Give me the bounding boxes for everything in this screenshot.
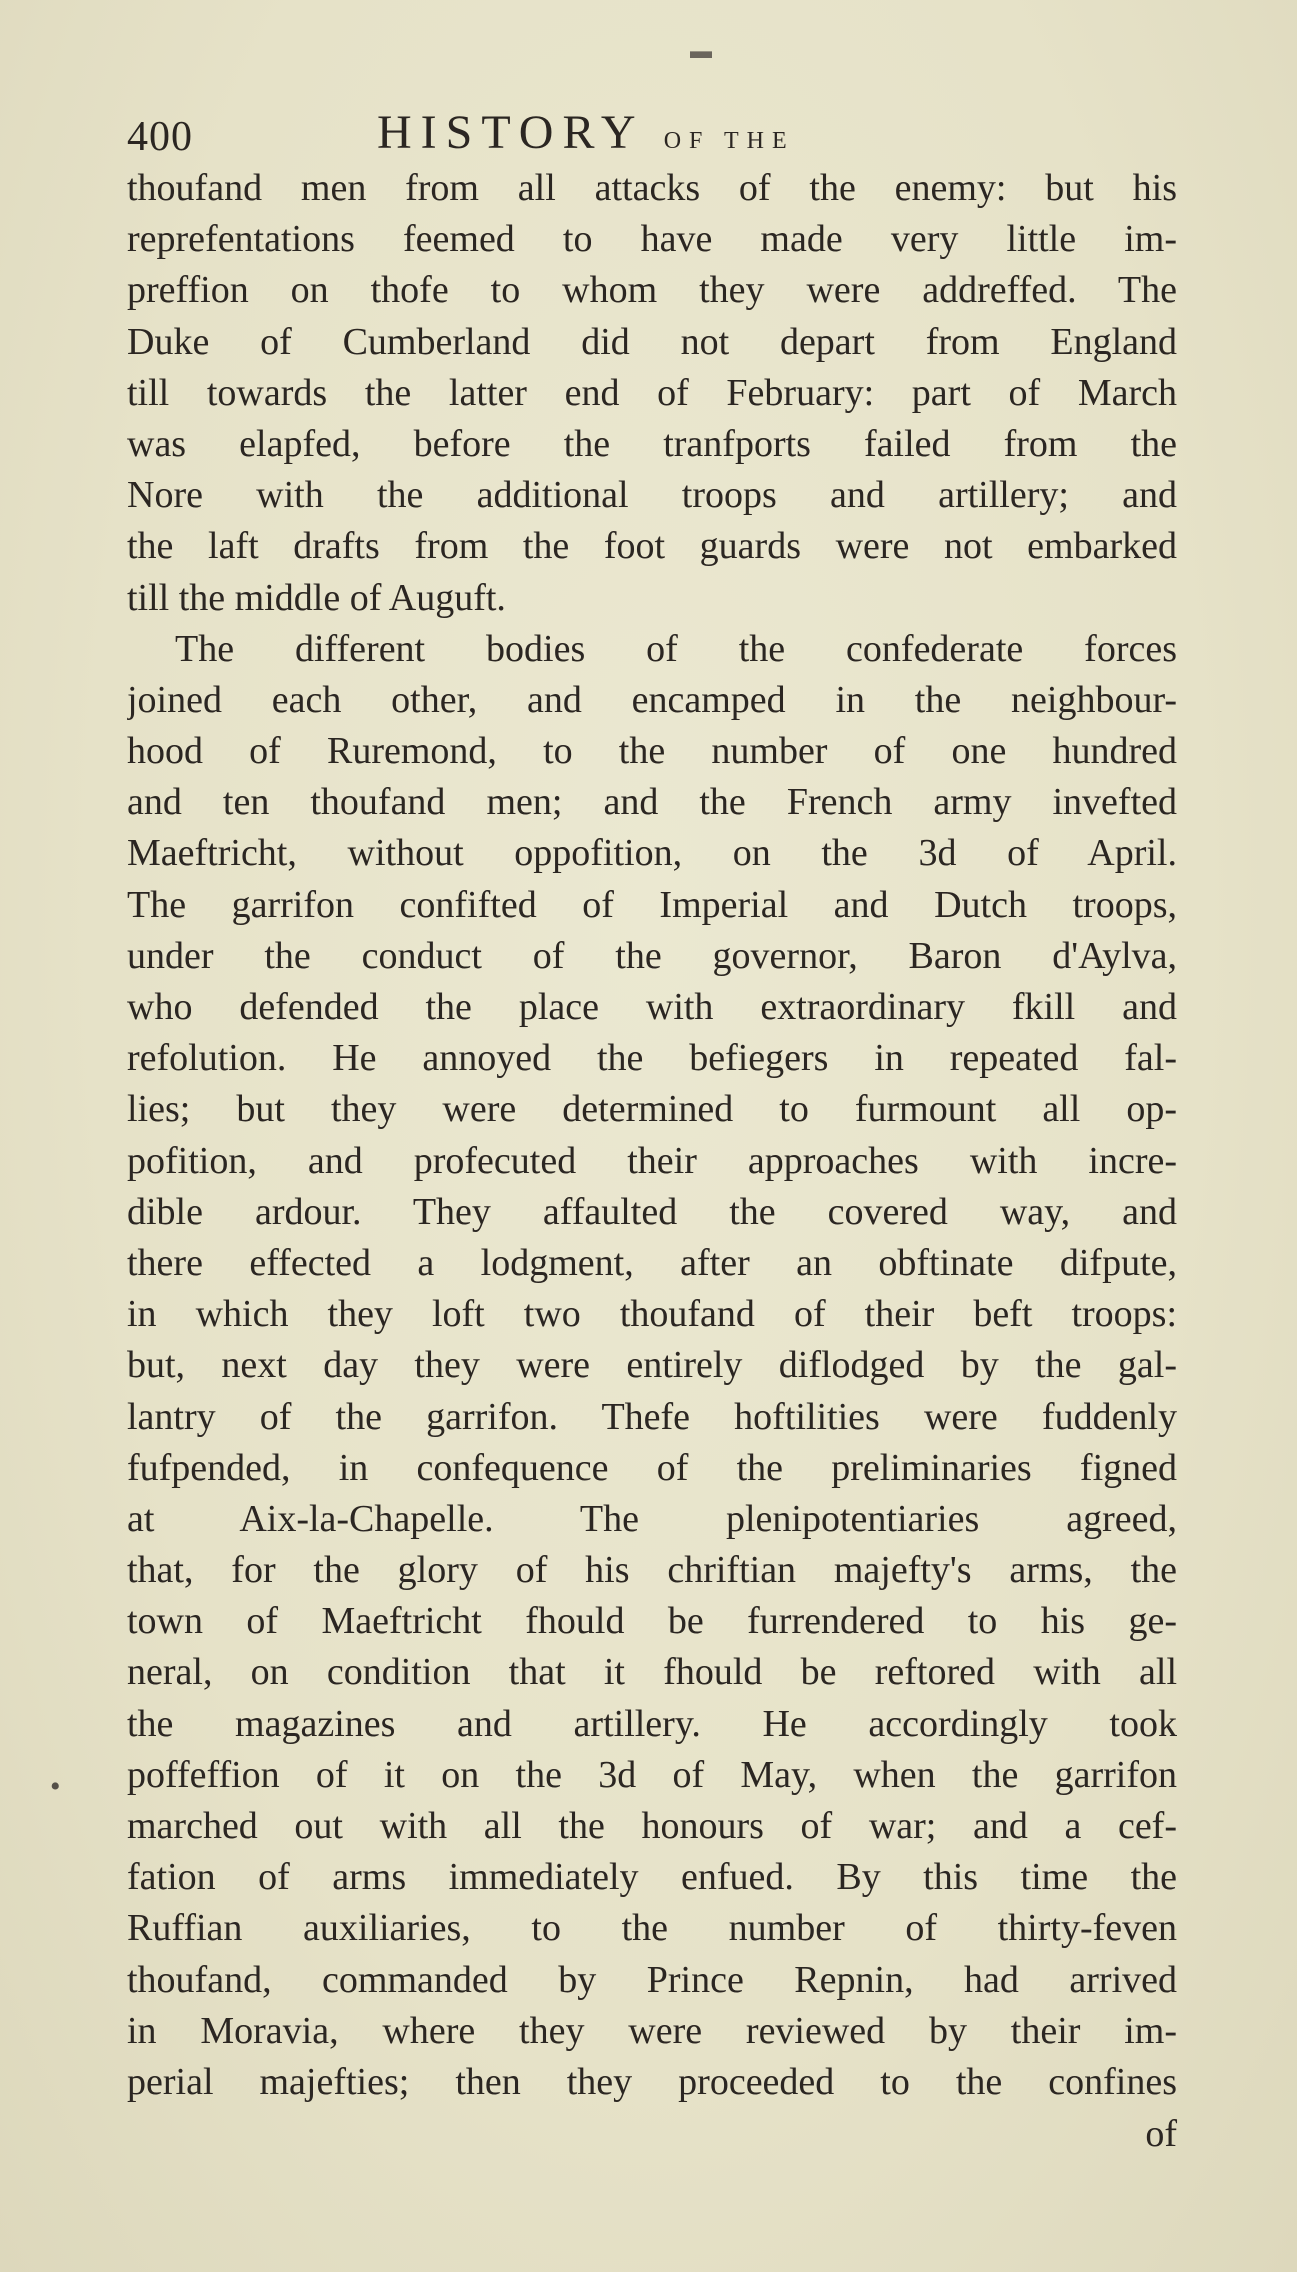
text-line: Ruffian auxiliaries, to the number of thirty-feven — [127, 1907, 1177, 1950]
text-line: Maeftricht, without oppofition, on the 3d of April. — [127, 832, 1177, 875]
text-line: perial majefties; then they proceeded to the confines — [127, 2060, 1177, 2103]
text-line: in which they loft two thoufand of their beft troops: — [127, 1293, 1177, 1336]
text-line: lantry of the garrifon. Thefe hoftilities were fuddenly — [127, 1395, 1177, 1438]
text-line: hood of Ruremond, to the number of one hundred — [127, 730, 1177, 773]
text-line: lies; but they were determined to furmount all op- — [127, 1088, 1177, 1131]
text-line: till the middle of Auguft. — [127, 576, 506, 619]
text-line: town of Maeftricht fhould be furrendered to his ge- — [127, 1600, 1177, 1643]
text-line: the magazines and artillery. He accordingly took — [127, 1702, 1177, 1745]
text-line: at Aix-la-Chapelle. The plenipotentiaries agreed, — [127, 1497, 1177, 1540]
text-line: preffion on thofe to whom they were addreffed. The — [127, 269, 1177, 312]
running-head — [377, 105, 795, 160]
catchword: of — [1145, 2113, 1177, 2155]
text-line: fufpended, in confequence of the preliminaries figned — [127, 1446, 1177, 1489]
ink-mark: ▬ — [690, 38, 712, 63]
text-line: who defended the place with extraordinary fkill and — [127, 986, 1177, 1028]
text-line: pofition, and profecuted their approaches with incre- — [127, 1139, 1177, 1182]
text-line: reprefentations feemed to have made very little im- — [127, 218, 1177, 261]
text-line: marched out with all the honours of war; and a cef- — [127, 1805, 1177, 1847]
text-line: poffeffion of it on the 3d of May, when the garrifon — [127, 1753, 1177, 1796]
running-head-title: HISTORY — [377, 106, 643, 159]
text-line: that, for the glory of his chriftian majefty's arms, the — [127, 1549, 1177, 1592]
page-number: 400 — [127, 114, 193, 160]
body-text — [127, 163, 1177, 2108]
text-line: joined each other, and encamped in the neighbour- — [127, 678, 1177, 721]
text-line: and ten thoufand men; and the French army invefted — [127, 781, 1177, 824]
text-line: Duke of Cumberland did not depart from England — [127, 320, 1177, 363]
text-line: was elapfed, before the tranfports failed from the — [127, 422, 1177, 465]
text-line: fation of arms immediately enfued. By this time the — [127, 1856, 1177, 1899]
text-line: neral, on condition that it fhould be reftored with all — [127, 1651, 1177, 1694]
catchword-block — [127, 2109, 1177, 2160]
text-line: the laft drafts from the foot guards were not embarked — [127, 525, 1177, 568]
text-line: in Moravia, where they were reviewed by their im- — [127, 2009, 1177, 2052]
bullet-mark: • — [50, 1770, 61, 1803]
page-header — [127, 105, 1177, 165]
running-head-subtitle: OF THE — [663, 128, 795, 154]
text-line: but, next day they were entirely diflodged by the gal- — [127, 1344, 1177, 1387]
text-line: under the conduct of the governor, Baron d'Aylva, — [127, 934, 1177, 977]
text-line: Nore with the additional troops and artillery; and — [127, 474, 1177, 517]
text-line: there effected a lodgment, after an obftinate difpute, — [127, 1241, 1177, 1284]
text-line: thoufand men from all attacks of the enemy: but his — [127, 167, 1177, 209]
text-line: dible ardour. They affaulted the covered way, and — [127, 1190, 1177, 1233]
text-line: till towards the latter end of February: part of March — [127, 371, 1177, 414]
text-line: refolution. He annoyed the befiegers in repeated fal- — [127, 1037, 1177, 1080]
text-line: The garrifon confifted of Imperial and Dutch troops, — [127, 883, 1177, 926]
text-line: The different bodies of the confederate forces — [175, 627, 1177, 670]
text-line: thoufand, commanded by Prince Repnin, had arrived — [127, 1958, 1177, 2001]
